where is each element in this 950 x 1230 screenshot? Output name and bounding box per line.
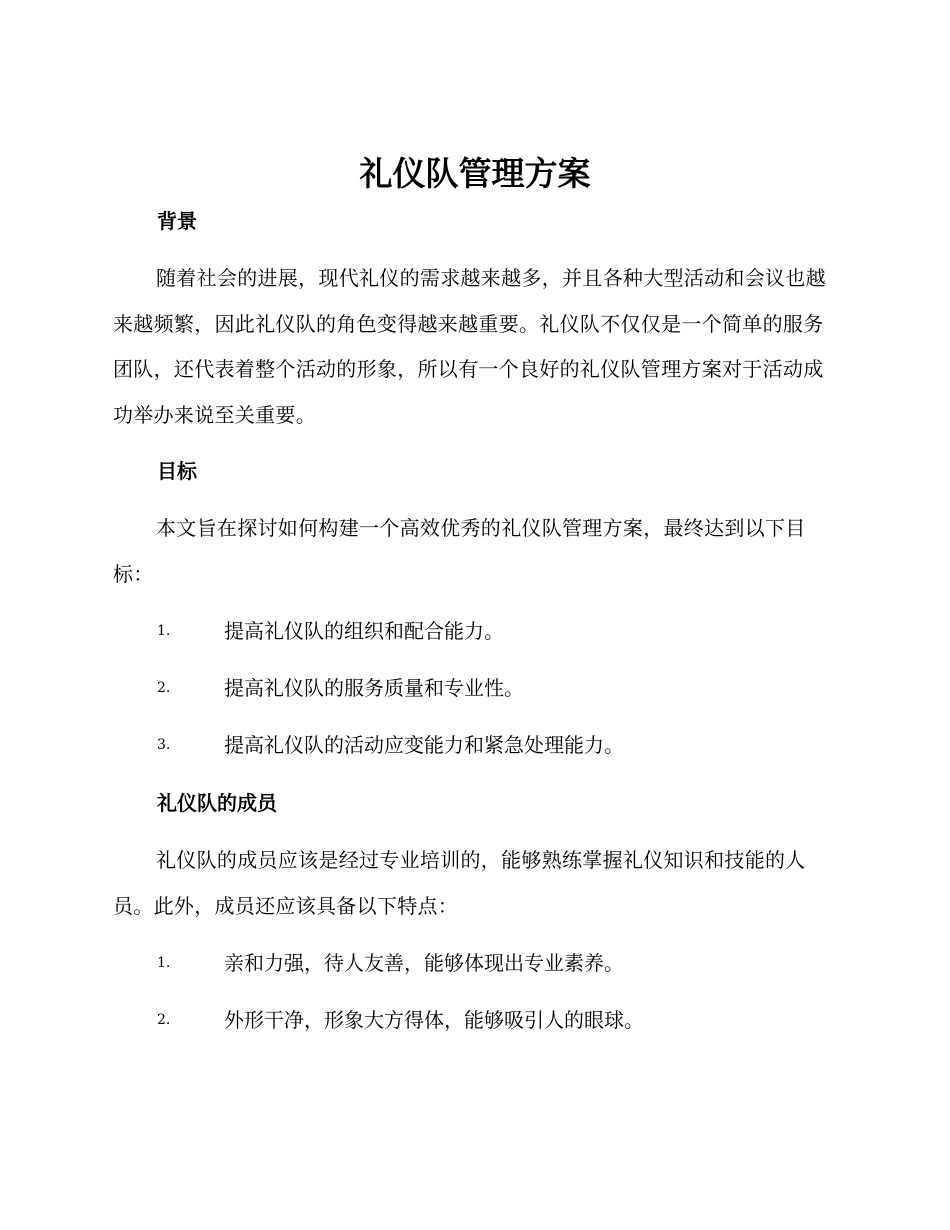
list-item-number: 1. — [157, 623, 171, 639]
list-item-number: 2. — [157, 1012, 171, 1028]
list-item-text: 提高礼仪队的组织和配合能力。 — [224, 619, 504, 643]
section-heading-members: 礼仪队的成员 — [157, 791, 277, 815]
list-item — [157, 1005, 837, 1035]
list-item — [157, 673, 837, 703]
list-item-text: 亲和力强，待人友善，能够体现出专业素养。 — [224, 951, 624, 975]
document-title: 礼仪队管理方案 — [359, 154, 591, 193]
section-paragraph-goals: 本文旨在探讨如何构建一个高效优秀的礼仪队管理方案，最终达到以下目标： — [113, 516, 806, 586]
list-item-text: 提高礼仪队的活动应变能力和紧急处理能力。 — [224, 733, 624, 757]
list-item — [157, 616, 837, 646]
list-item-text: 外形干净，形象大方得体，能够吸引人的眼球。 — [224, 1008, 644, 1032]
list-item-number: 3. — [157, 737, 171, 753]
section-heading-goals: 目标 — [157, 459, 197, 483]
section-heading-background: 背景 — [157, 209, 197, 233]
list-item — [157, 730, 837, 760]
section-paragraph-background: 随着社会的进展，现代礼仪的需求越来越多，并且各种大型活动和会议也越来越频繁，因此礼仪队的角色变得越来越重要。礼仪队不仅仅是一个简单的服务团队，还代表着整个活动的形象，所以有一个良好的礼仪队管理方案对于活动成功举办来说至关重要。 — [113, 266, 826, 427]
list-item-number: 2. — [157, 680, 171, 696]
list-item-text: 提高礼仪队的服务质量和专业性。 — [224, 676, 524, 700]
list-item-number: 1. — [157, 955, 171, 971]
section-paragraph-members: 礼仪队的成员应该是经过专业培训的，能够熟练掌握礼仪知识和技能的人员。此外，成员还应该具备以下特点： — [113, 848, 806, 918]
list-item — [157, 948, 837, 978]
